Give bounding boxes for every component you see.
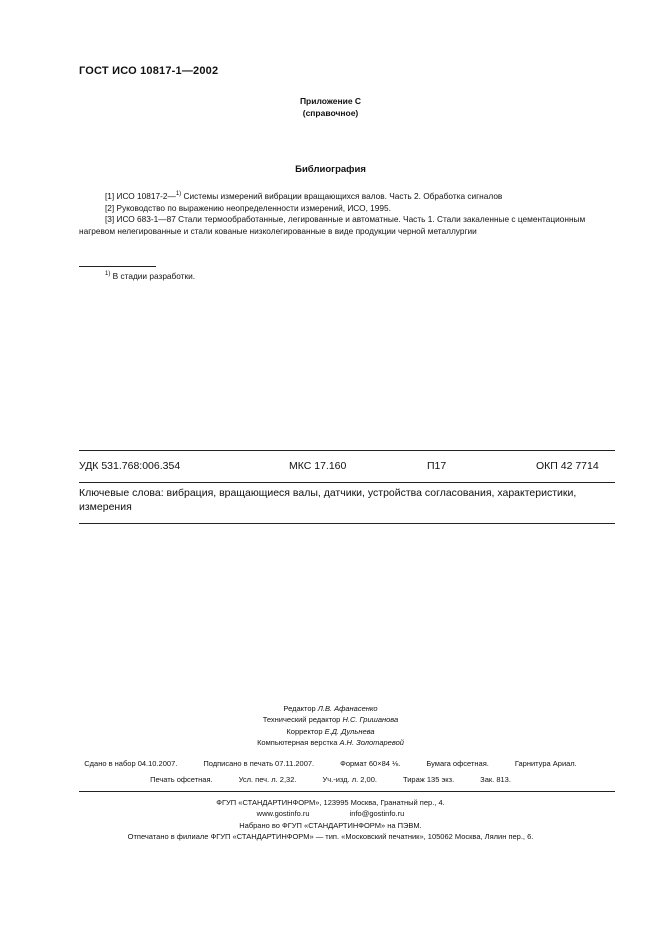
bibliography-title: Библиография xyxy=(295,164,366,175)
staff-line: Корректор Е.Д. Дульнева xyxy=(286,726,375,736)
bibliography-item: [2] Руководство по выражению неопределенности измерений, ИСО, 1995. xyxy=(105,202,391,213)
staff-credits xyxy=(0,703,661,749)
print-details-line-1: Сдано в набор 04.10.2007. Подписано в печать 07.11.2007. Формат 60×84 ⅛. Бумага офсетная. Гарнитура Ариал. xyxy=(84,759,577,768)
email-link[interactable]: info@gostinfo.ru xyxy=(349,809,405,819)
keywords: Ключевые слова: вибрация, вращающиеся валы, датчики, устройства согласования, характеристики, измерения xyxy=(79,487,577,513)
bibliography-list xyxy=(79,191,619,237)
footnote-marker: 1) xyxy=(105,271,111,277)
footnote: $^{1)}$ В стадии разработки. xyxy=(105,271,196,281)
bibliography-item: [1] ИСО 10817-2—$^{1)}$ Системы измерений вибрации вращающихся валов. Часть 2. Обработка сигналов xyxy=(105,191,503,201)
staff-line: Редактор Л.В. Афанасенко xyxy=(283,704,378,713)
publisher-address: ФГУП «СТАНДАРТИНФОРМ», 123995 Москва, Гранатный пер., 4. xyxy=(216,798,445,807)
publisher-info xyxy=(0,797,661,843)
staff-line: Компьютерная верстка А.Н. Золотаревой xyxy=(257,738,404,748)
typeset-note: Набрано во ФГУП «СТАНДАРТИНФОРМ» на ПЭВМ. xyxy=(239,820,422,830)
printer-note: Отпечатано в филиале ФГУП «СТАНДАРТИНФОРМ» — тип. «Московский печатник», 105062 Москва, Лялин пер., 6. xyxy=(127,832,534,842)
footnote-marker: 1) xyxy=(175,191,182,197)
document-code: ГОСТ ИСО 10817-1—2002 xyxy=(79,65,219,77)
divider xyxy=(79,450,615,451)
appendix-title: Приложение С xyxy=(299,96,362,106)
appendix-subtitle: (справочное) xyxy=(302,108,359,118)
p-code: П17 xyxy=(427,460,447,472)
staff-line: Технический редактор Н.С. Гришанова xyxy=(262,715,399,725)
print-details-line-2: Печать офсетная. Усл. печ. л. 2,32. Уч.-изд. л. 2,00. Тираж 135 экз. Зак. 813. xyxy=(150,775,511,784)
udk-code: УДК 531.768:006.354 xyxy=(79,460,181,472)
mks-code: МКС 17.160 xyxy=(289,460,347,472)
divider xyxy=(79,523,615,524)
divider xyxy=(79,482,615,483)
footnote-divider xyxy=(79,266,156,267)
okp-code: ОКП 42 7714 xyxy=(536,460,599,472)
divider xyxy=(79,791,615,792)
website-link[interactable]: www.gostinfo.ru xyxy=(256,809,310,819)
publisher-contacts xyxy=(0,808,661,819)
bibliography-item: [3] ИСО 683-1—87 Стали термообработанные, легированные и автоматные. Часть 1. Стали закаленные с цементационным нагревом нелегированные и стали кованые низколегированные в виде продукции черной металлургии xyxy=(79,214,586,236)
